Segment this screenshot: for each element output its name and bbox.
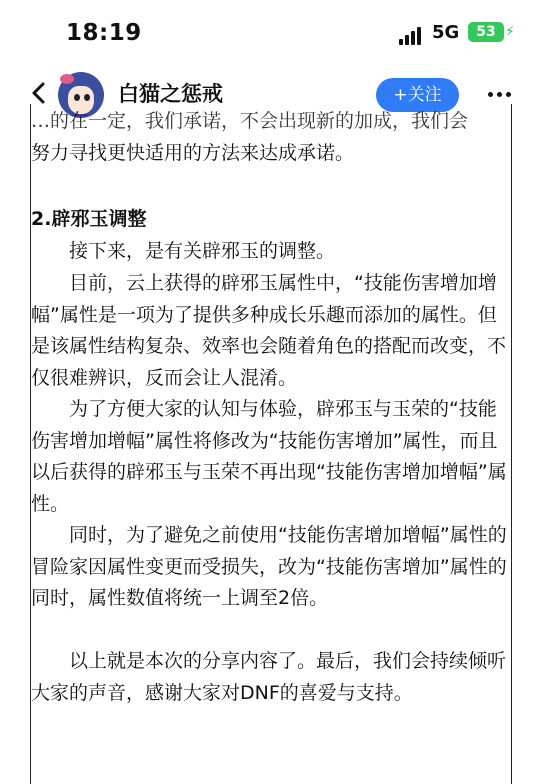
- paragraph: 同时，为了避免之前使用“技能伤害增加增幅”属性的冒险家因属性变更而受损失，改为“技能伤害增加”属性的同时，属性数值将统一上调至2倍。: [31, 524, 507, 609]
- paragraph: 为了方便大家的认知与体验，辟邪玉与玉荣的“技能伤害增加增幅”属性将修改为“技能伤害增加”属性，而且以后获得的辟邪玉与玉荣不再出现“技能伤害增加增幅”属性。: [31, 398, 507, 515]
- follow-button[interactable]: +关注: [376, 78, 459, 112]
- charging-bolt-icon: ⚡: [505, 24, 515, 40]
- battery-icon: [468, 22, 504, 42]
- user-name[interactable]: 白猫之惩戒: [118, 82, 223, 106]
- paragraph: 以上就是本次的分享内容了。最后，我们会持续倾听大家的声音，感谢大家对DNF的喜爱与支持。: [31, 650, 507, 704]
- network-label: 5G: [432, 22, 460, 43]
- ellipsis-icon[interactable]: [488, 92, 512, 98]
- cut-off-line: …的在一定，我们承诺，不会出现新的加成，我们会: [31, 110, 469, 132]
- status-time: 18:19: [66, 20, 142, 46]
- battery-level: 53: [476, 24, 496, 40]
- intro-line: 努力寻找更快适用的方法来达成承诺。: [31, 142, 355, 164]
- status-bar: [0, 0, 541, 64]
- chevron-left-icon[interactable]: [30, 82, 48, 104]
- paragraph: 目前，云上获得的辟邪玉属性中，“技能伤害增加增幅”属性是一项为了提供多种成长乐趣而添加的属性。但是该属性结构复杂、效率也会随着角色的搭配而改变，不仅很难辨识，反而会让人混淆。: [31, 272, 507, 389]
- article-image: [0, 110, 541, 753]
- section-heading: 2.辟邪玉调整: [31, 208, 147, 230]
- paragraph: 接下来，是有关辟邪玉的调整。: [69, 240, 336, 262]
- signal-icon: [399, 27, 425, 45]
